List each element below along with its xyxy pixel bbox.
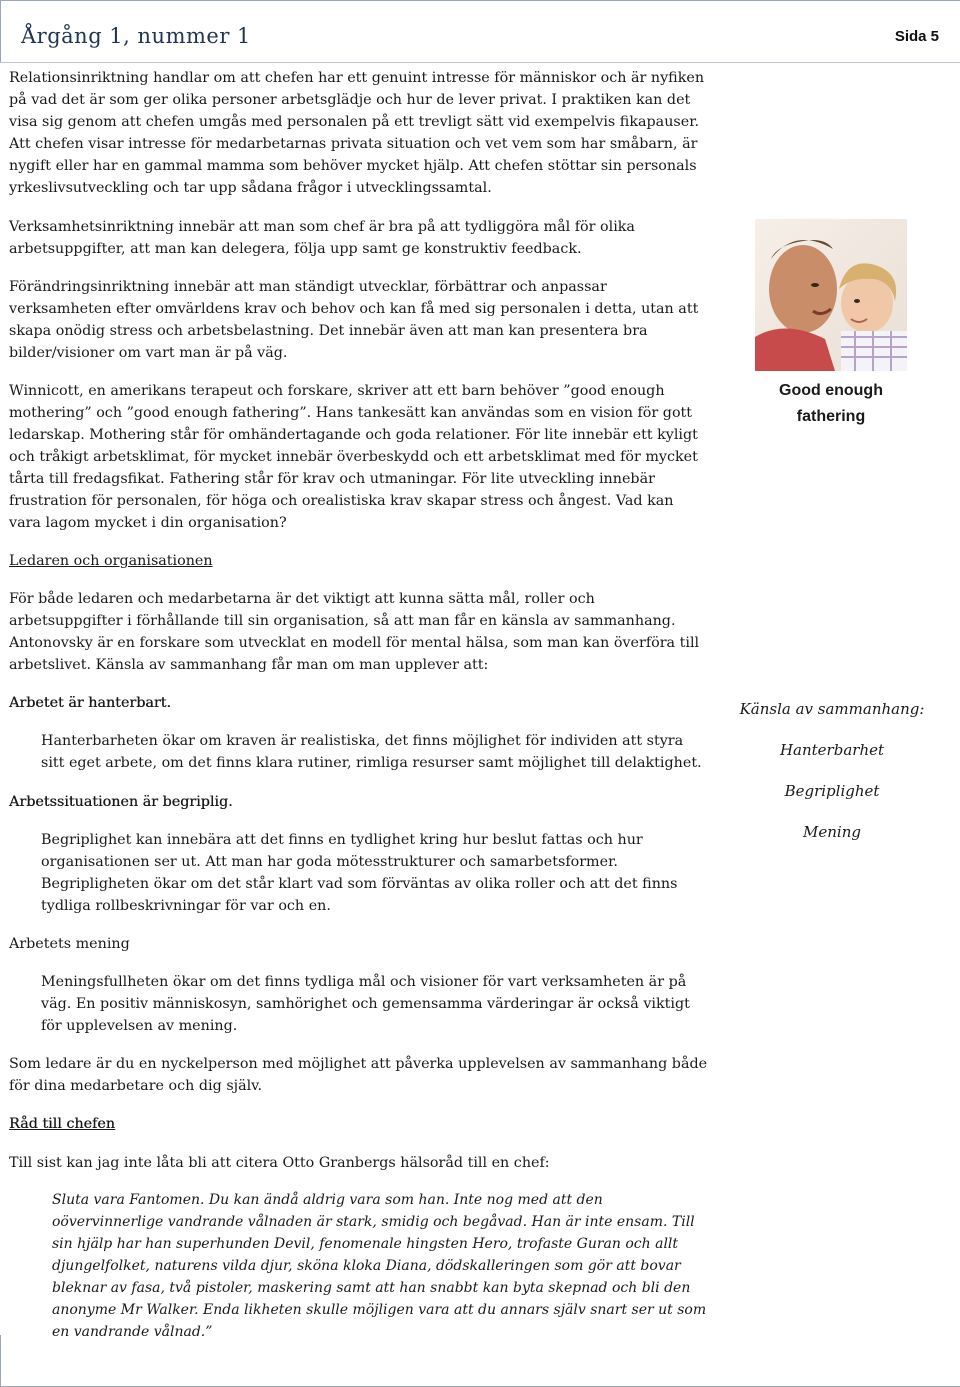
sidebox-item: Hanterbarhet: [779, 741, 885, 759]
quote-otto-granberg: Sluta vara Fantomen. Du kan ändå aldrig vara som han. Inte nog med att den oövervinnerlige vandrande vålnaden är stark, smidig och begåvad. Han är inte ensam. Till sin hjälp har han superhunden Devil, fenomenale hingsten Hero, trofaste Guran och allt djungelfolket, naturens vilda djur, sköna kloka Diana, dödskalleringen som gör att bovar bleknar av fasa, två pistoler, maskering samt att han snabbt kan byta skepnad och bli den anonyme Mr Walker. Enda likheten skulle möjligen vara att du annars själv snart ser ut som en vandrande vålnad.”: [52, 1192, 707, 1340]
paragraph-relationsinriktning: Relationsinriktning handlar om att chefen har ett genuint intresse för människor och är nyfiken på vad det är som ger olika personer arbetsglädje och hur de lever privat. I praktiken kan det visa sig genom att chefen umgås med personalen på ett trevligt sätt vid exempelvis fikapauser. Att chefen visar intresse för medarbetarnas privata situation och vet vem som har småbarn, är nygift eller har en gammal mamma som behöver mycket hjälp. Att chefen stöttar sin personals yrkeslivsutveckling och tar upp sådana frågor i utvecklingssamtal.: [9, 70, 705, 196]
paragraph-citat-intro: Till sist kan jag inte låta bli att citera Otto Granbergs hälsoråd till en chef:: [9, 1155, 550, 1171]
paragraph-winnicott: Winnicott, en amerikans terapeut och forskare, skriver att ett barn behöver ”good enough mothering” och ”good enough fathering”. Hans tankesätt kan användas som en vision för gott ledarskap. Mothering står för omhändertagande och goda relationer. För lite innebär ett kyligt och tråkigt arbetsklimat, för mycket innebär överbeskydd och ett arbetsklimat med för mycket tårta till fredagsfikat. Fathering står för krav och utmaningar. För lite utveckling innebär frustration för personalen, för höga och orealistiska krav skapar stress och ångest. Vad kan vara lagom mycket i din organisation?: [9, 383, 698, 531]
heading-ledaren-och-organisationen: Ledaren och organisationen: [9, 553, 213, 569]
paragraph-kansla-av-sammanhang: För både ledaren och medarbetarna är det viktigt att kunna sätta mål, roller och arbetsuppgifter i förhållande till sin organisation, så att man får en känsla av sammanhang. Antonovsky är en forskare som utvecklat en modell för mental hälsa, som man kan överföra till arbetslivet. Känsla av sammanhang får man om man upplever att:: [9, 591, 700, 673]
sidebox-kansla-av-sammanhang: [738, 697, 926, 861]
paragraph-forandringsinriktning: Förändringsinriktning innebär att man ständigt utvecklar, förbättrar och anpassar verksamheten efter omvärldens krav och behov och kan få med sig personalen i detta, utan att skapa onödig stress och arbetsbelastning. Det innebär även att man kan presentera bra bilder/visioner om vart man är på väg.: [9, 279, 699, 361]
paragraph-begriplighet: Begriplighet kan innebära att det finns en tydlighet kring hur beslut fattas och hur organisationen ser ut. Att man har goda mötesstrukturer och samarbetsformer. Begripligheten ökar om det står klart vad som förväntas av olika roller och att det finns tydliga rollbeskrivningar för var och en.: [41, 832, 678, 914]
paragraph-meningsfullhet: Meningsfullheten ökar om det finns tydliga mål och visioner för vart verksamheten är på väg. En positiv människosyn, samhörighet och gemensamma värderingar är också viktigt för upplevelsen av mening.: [41, 974, 690, 1034]
heading-arbetets-mening: Arbetets mening: [9, 936, 130, 952]
heading-arbetet-ar-hanterbart: Arbetet är hanterbart.: [9, 695, 171, 711]
heading-rad-till-chefen: Råd till chefen: [9, 1116, 115, 1132]
page-number: Sida 5: [894, 28, 939, 45]
sidebox-title: Känsla av sammanhang:: [739, 700, 925, 718]
issue-title: Årgång 1, nummer 1: [21, 24, 251, 48]
sidebox-item: Mening: [803, 823, 861, 841]
paragraph-nyckelperson: Som ledare är du en nyckelperson med möjlighet att påverka upplevelsen av sammanhang både för dina medarbetare och dig själv.: [9, 1056, 708, 1094]
sidebox-item: Begriplighet: [784, 782, 880, 800]
header-divider: [0, 62, 960, 63]
father-child-photo: [755, 219, 907, 371]
paragraph-verksamhetsinriktning: Verksamhetsinriktning innebär att man som chef är bra på att tydliggöra mål för olika arbetsuppgifter, att man kan delegera, följa upp samt ge konstruktiv feedback.: [9, 219, 635, 257]
photo-caption: Good enough fathering: [779, 382, 883, 425]
paragraph-hanterbarhet: Hanterbarheten ökar om kraven är realistiska, det finns möjlighet för individen att styra sitt eget arbete, om det finns klara rutiner, rimliga resurser samt möjlighet till delaktighet.: [41, 733, 702, 771]
heading-arbetssituationen-begriplig: Arbetssituationen är begriplig.: [9, 794, 233, 810]
